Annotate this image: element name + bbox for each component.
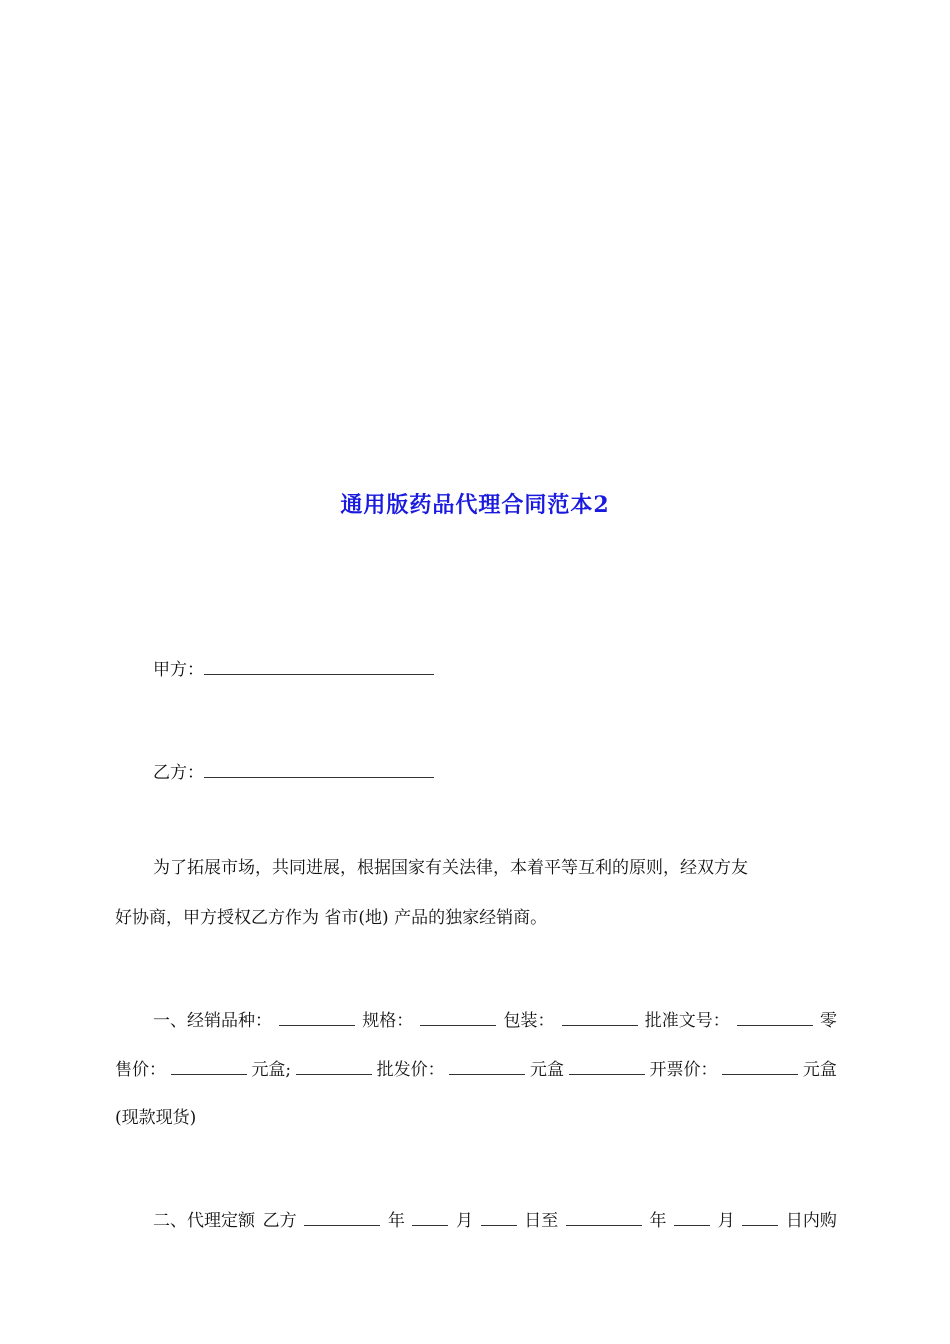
intro-line-2 [115,906,547,930]
party-a-line [153,657,434,682]
party-b-blank [204,760,434,778]
party-b-label: 乙方： [153,763,204,783]
document-title: 通用版药品代理合同范本2 [340,492,610,518]
retail-label-start: 零 [820,1011,837,1031]
variety-blank [279,1008,355,1026]
clause1-variety-label: 一、经销品种： [153,1011,272,1031]
wholesale-extra-blank [569,1057,645,1075]
intro-text-2: 好协商，甲方授权乙方作为 省市(地) 产品的独家经销商。 [115,908,548,928]
start-year-label: 年 [387,1211,405,1231]
end-month-blank [674,1208,710,1226]
start-day-label: 日至 [524,1211,559,1231]
start-month-label: 月 [456,1211,474,1231]
clause1-line-2 [115,1057,837,1082]
approval-label: 批准文号： [644,1011,730,1031]
clause1-line-3 [115,1106,196,1130]
spec-blank [420,1008,496,1026]
end-day-label: 日内购 [785,1211,837,1231]
end-year-label: 年 [649,1211,667,1231]
payment-terms: (现款现货) [115,1108,197,1128]
start-day-blank [481,1208,517,1226]
retail-blank [171,1057,247,1075]
invoice-blank [722,1057,798,1075]
party-a-label: 甲方： [153,660,204,680]
approval-blank [737,1008,813,1026]
wholesale-label: 批发价： [376,1060,445,1080]
clause1-line-1 [153,1008,837,1033]
package-blank [562,1008,638,1026]
end-day-blank [742,1208,778,1226]
end-month-label: 月 [717,1211,735,1231]
wholesale-blank [449,1057,525,1075]
end-year-blank [566,1208,642,1226]
wholesale-unit: 元盒 [530,1060,565,1080]
retail-label-end: 售价： [115,1060,166,1080]
intro-line-1 [153,856,837,880]
clause2-line-1 [153,1208,837,1233]
start-year-blank [304,1208,380,1226]
package-label: 包装： [503,1011,555,1031]
invoice-label: 开票价： [649,1060,718,1080]
retail-unit: 元盒; [251,1060,292,1080]
spec-label: 规格： [362,1011,414,1031]
intro-text-1: 为了拓展市场，共同进展，根据国家有关法律，本着平等互利的原则，经双方友 [153,858,748,878]
party-a-blank [204,657,434,675]
party-b-line [153,760,434,785]
invoice-unit: 元盒 [802,1060,837,1080]
start-month-blank [412,1208,448,1226]
quota-party-b: 乙方 [262,1211,297,1231]
retail-extra-blank [296,1057,372,1075]
quota-label: 二、代理定额 [153,1211,255,1231]
